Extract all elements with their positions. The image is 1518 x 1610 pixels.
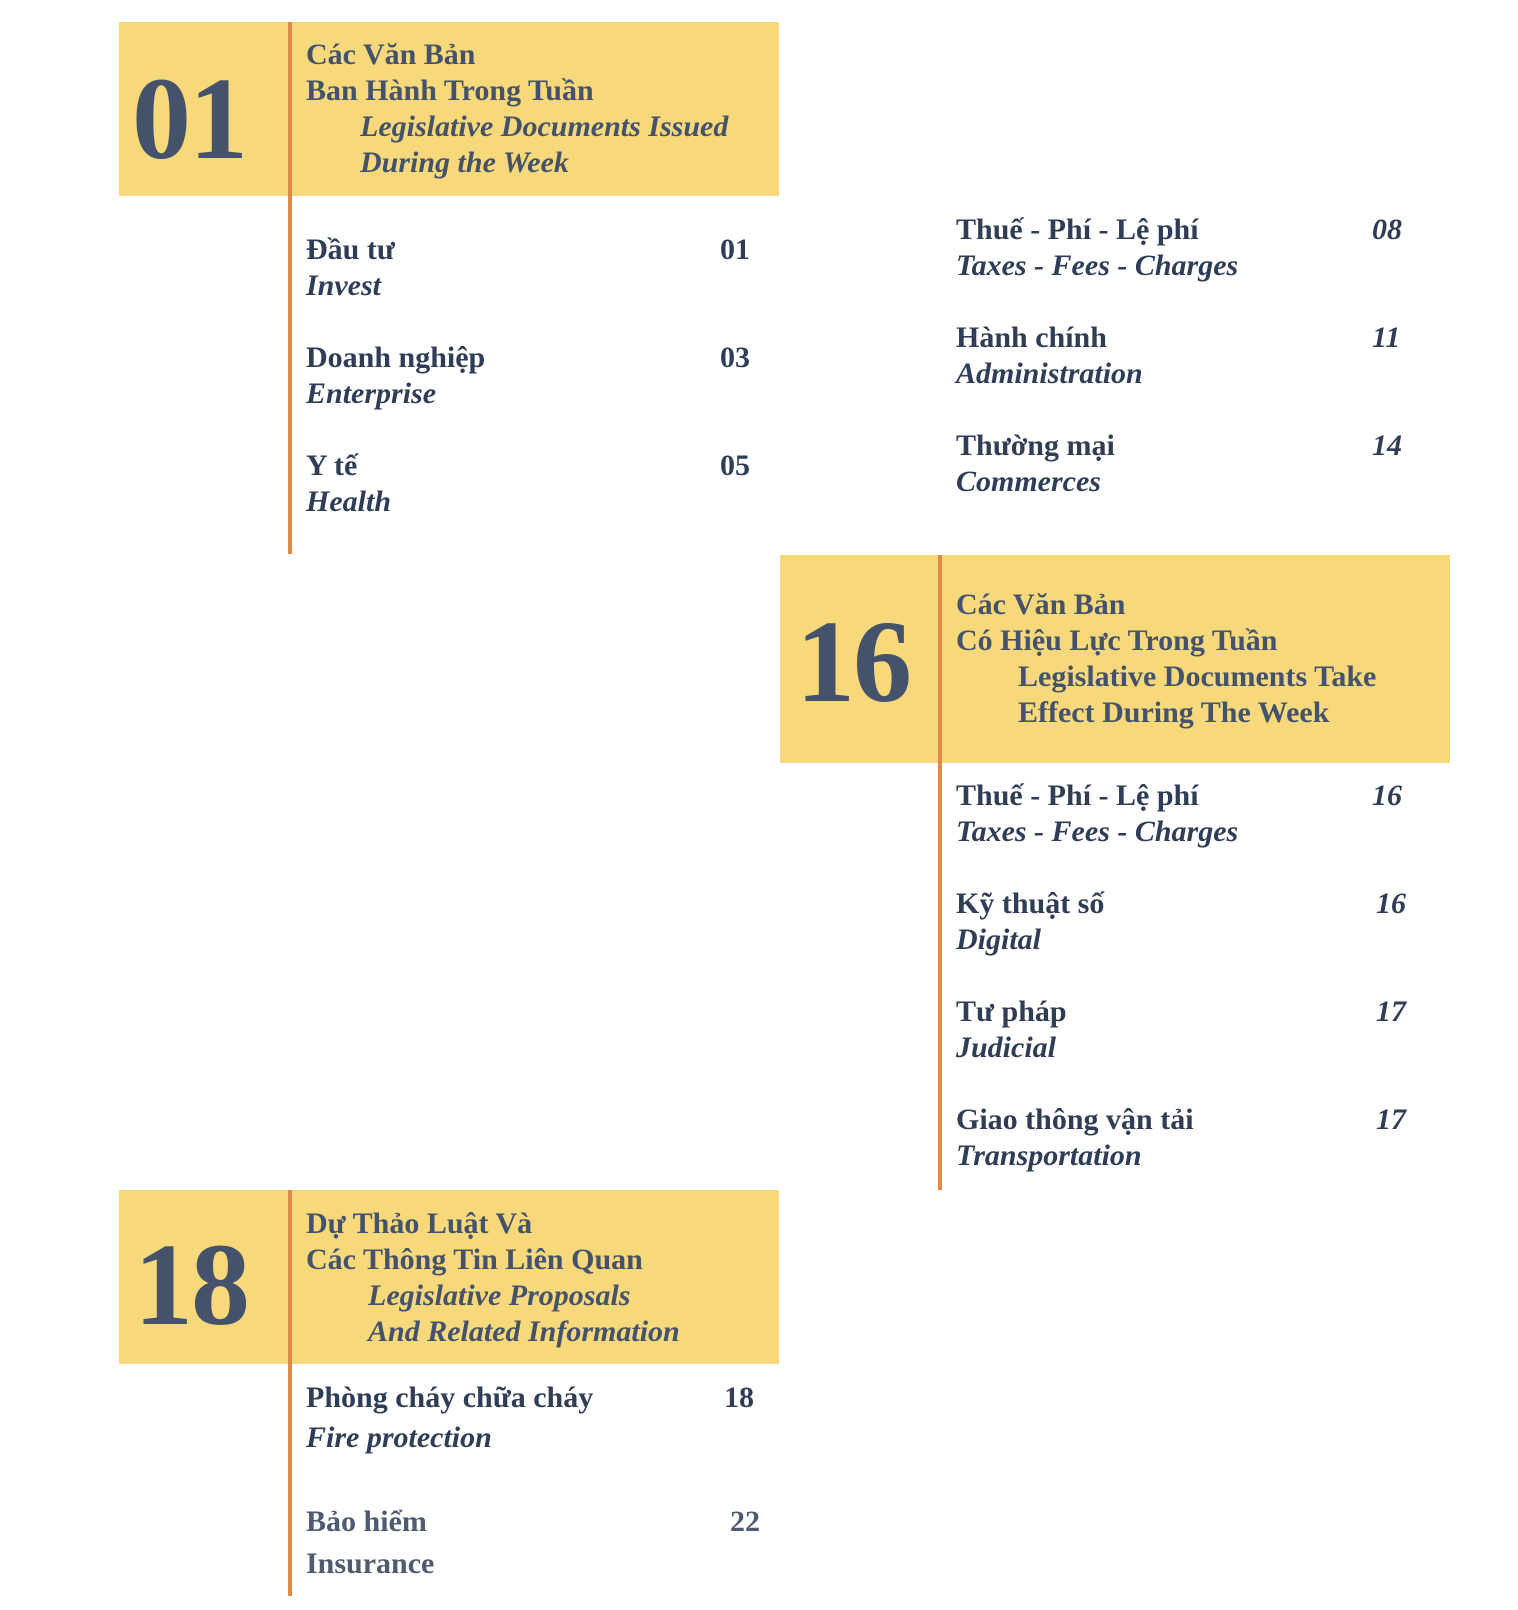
toc-entry-en: Transportation [956, 1139, 1142, 1172]
toc-page-digital: 16 [1376, 887, 1406, 920]
toc-entry-enterprise[interactable] [306, 340, 485, 412]
toc-entry-vn: Đầu tư [306, 233, 395, 266]
section-01-title [306, 37, 728, 181]
toc-page-fire-protection: 18 [724, 1381, 754, 1414]
section-18-title-vn-line-1: Dự Thảo Luật Và [306, 1207, 533, 1240]
section-18-title-vn-line-2: Các Thông Tin Liên Quan [306, 1243, 643, 1276]
toc-entry-vn: Thuế - Phí - Lệ phí [956, 213, 1199, 246]
section-16-number: 16 [796, 596, 910, 727]
toc-entry-vn: Phòng cháy chữa cháy [306, 1381, 594, 1414]
toc-entry-vn: Doanh nghiệp [306, 341, 486, 374]
section-16-title-vn-line-2: Có Hiệu Lực Trong Tuần [956, 624, 1278, 657]
section-01-title-en-line-2: During the Week [360, 146, 569, 179]
toc-page-judicial: 17 [1376, 995, 1406, 1028]
toc-page-health: 05 [720, 449, 750, 482]
toc-entry-en: Taxes - Fees - Charges [956, 249, 1239, 282]
section-01-rule [288, 22, 292, 554]
section-16-rule [938, 555, 942, 1190]
toc-entry-digital[interactable] [956, 886, 1104, 958]
toc-entry-fire-protection[interactable] [306, 1380, 593, 1456]
toc-page-enterprise: 03 [720, 341, 750, 374]
toc-entry-vn: Giao thông vận tải [956, 1103, 1194, 1136]
toc-entry-administration[interactable] [956, 320, 1143, 392]
toc-entry-insurance[interactable] [306, 1504, 434, 1582]
section-16-title-en-line-2: Effect During The Week [1018, 696, 1330, 729]
toc-entry-en: Judicial [956, 1031, 1057, 1064]
toc-page-taxes-fees-charges-effective: 16 [1372, 779, 1402, 812]
toc-entry-vn: Y tế [306, 449, 358, 482]
toc-entry-en: Invest [306, 269, 381, 302]
toc-page-transportation: 17 [1376, 1103, 1406, 1136]
toc-page-commerces: 14 [1372, 429, 1402, 462]
toc-entry-en: Digital [956, 923, 1042, 956]
toc-entry-vn: Tư pháp [956, 995, 1067, 1028]
toc-entry-en: Fire protection [306, 1421, 492, 1454]
toc-entry-judicial[interactable] [956, 994, 1067, 1066]
section-18-title [306, 1206, 680, 1350]
toc-entry-en: Enterprise [306, 377, 437, 410]
toc-page-taxes-fees-charges: 08 [1372, 213, 1402, 246]
toc-entry-en: Insurance [306, 1547, 435, 1580]
section-18-title-en-line-1: Legislative Proposals [368, 1279, 631, 1312]
toc-entry-invest[interactable] [306, 232, 395, 304]
toc-entry-commerces[interactable] [956, 428, 1115, 500]
section-16-title-en-line-1: Legislative Documents Take [1018, 660, 1377, 693]
section-18-title-en-line-2: And Related Information [368, 1315, 680, 1348]
section-01-title-vn-line-1: Các Văn Bản [306, 38, 476, 71]
toc-entry-en: Commerces [956, 465, 1101, 498]
toc-entry-vn: Bảo hiểm [306, 1505, 427, 1538]
toc-page-insurance: 22 [730, 1505, 760, 1538]
toc-entry-taxes-fees-charges-effective[interactable] [956, 778, 1238, 850]
toc-entry-vn: Thường mại [956, 429, 1115, 462]
toc-entry-transportation[interactable] [956, 1102, 1194, 1174]
toc-entry-en: Health [306, 485, 392, 518]
section-16-title-vn-line-1: Các Văn Bản [956, 588, 1126, 621]
toc-page-administration: 11 [1372, 321, 1401, 354]
section-01-number: 01 [132, 53, 246, 184]
toc-entry-vn: Thuế - Phí - Lệ phí [956, 779, 1199, 812]
section-18-rule [288, 1190, 292, 1596]
toc-entry-vn: Hành chính [956, 321, 1107, 354]
section-01-title-en-line-1: Legislative Documents Issued [360, 110, 729, 143]
toc-entry-en: Administration [956, 357, 1143, 390]
toc-page-invest: 01 [720, 233, 750, 266]
toc-entry-vn: Kỹ thuật số [956, 887, 1105, 920]
section-16-title [956, 587, 1376, 731]
section-01-title-vn-line-2: Ban Hành Trong Tuần [306, 74, 594, 107]
section-18-number: 18 [134, 1219, 248, 1350]
toc-entry-taxes-fees-charges[interactable] [956, 212, 1238, 284]
toc-entry-en: Taxes - Fees - Charges [956, 815, 1239, 848]
toc-entry-health[interactable] [306, 448, 391, 520]
